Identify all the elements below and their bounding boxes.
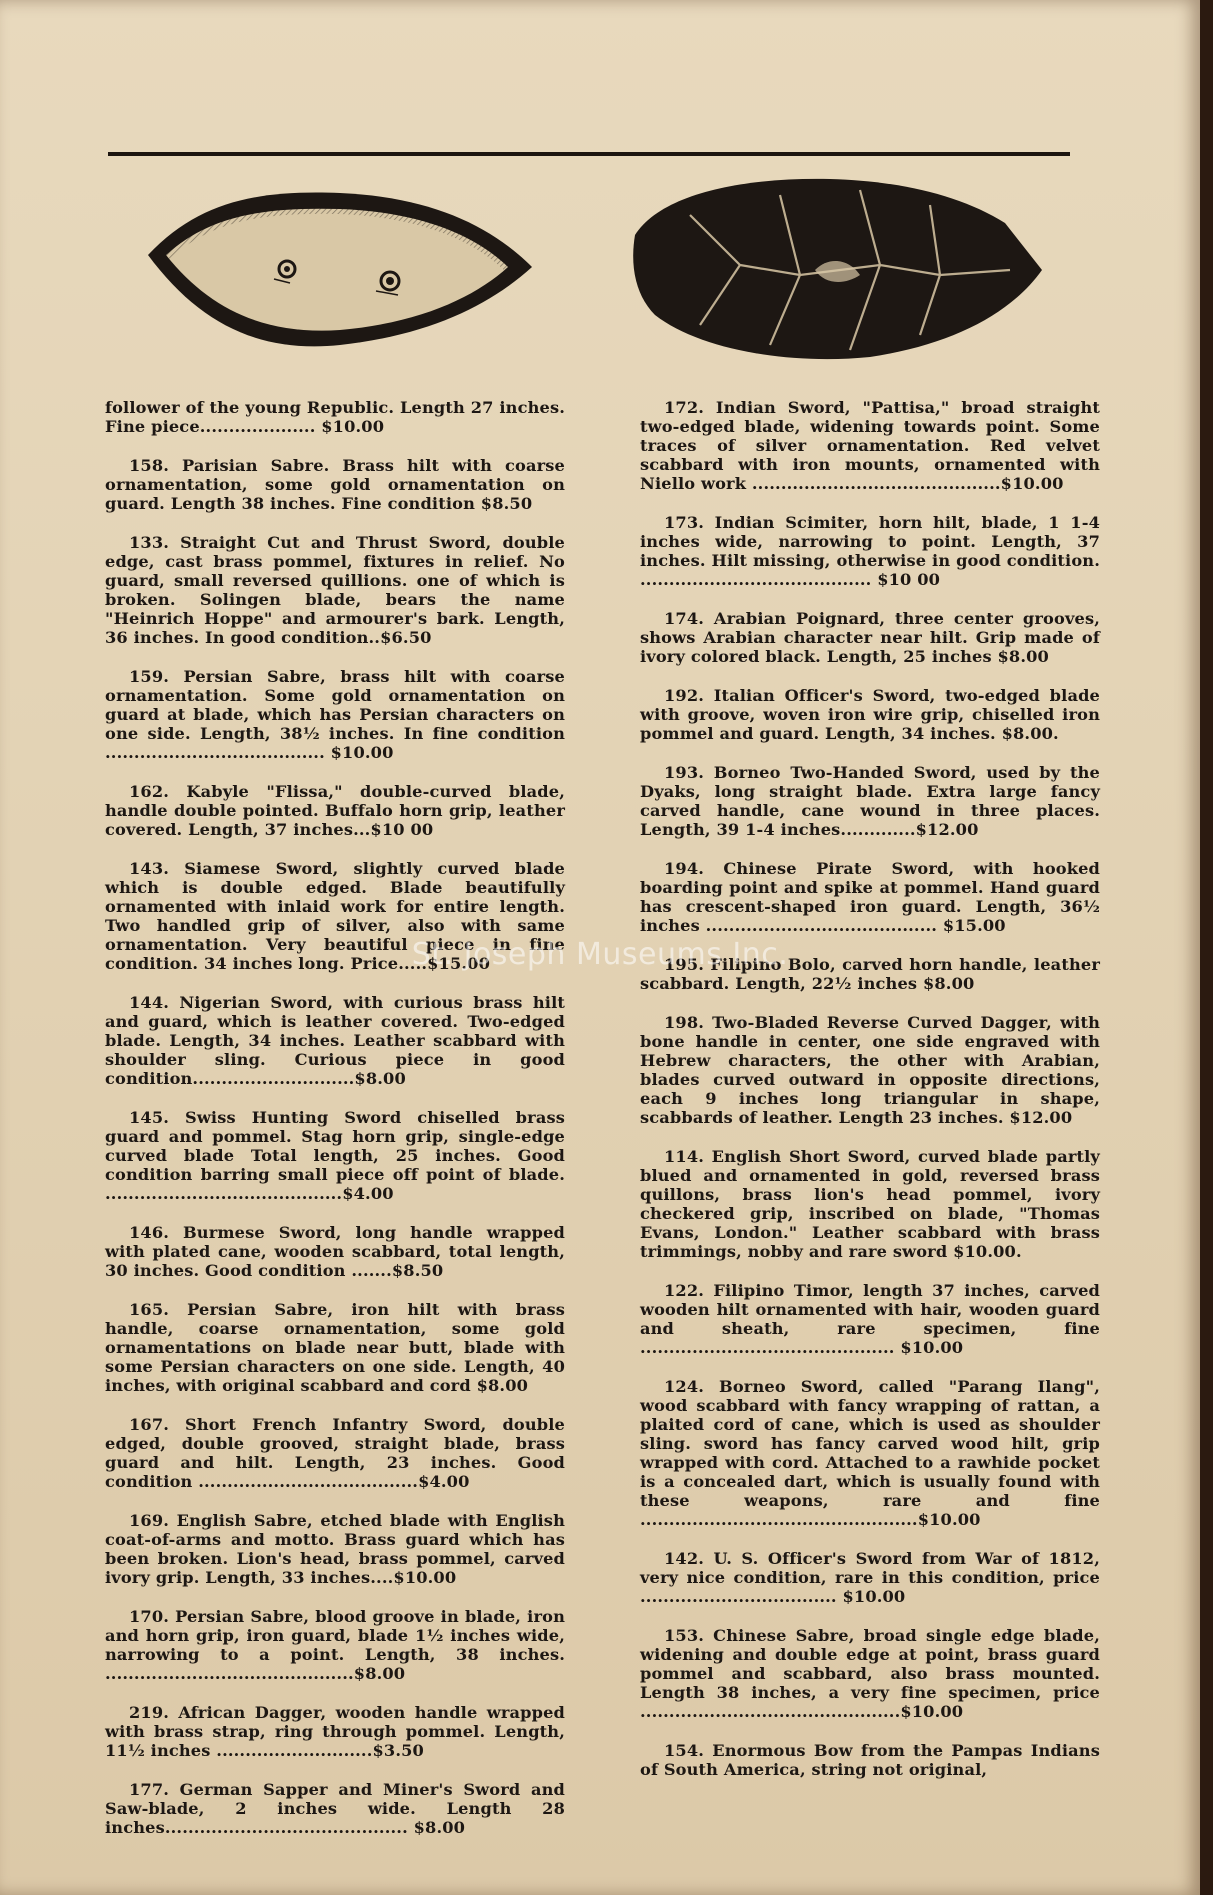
catalog-entry: 144. Nigerian Sword, with curious brass hilt and guard, which is leather covered. Two-edged blade. Length, 34 inches. Leather scabbard with shoulder sling. Curious piece in good condition............................$8.00 <box>105 993 565 1088</box>
right-column <box>640 398 1100 1799</box>
catalog-entry: follower of the young Republic. Length 27 inches. Fine piece.................... $10.00 <box>105 398 565 436</box>
catalog-entry: 114. English Short Sword, curved blade partly blued and ornamented in gold, reversed brass quillons, brass lion's head pommel, ivory checkered grip, inscribed on blade, "Thomas Evans, London." Leather scabbard with brass trimmings, nobby and rare sword $10.00. <box>640 1147 1100 1261</box>
catalog-entry: 167. Short French Infantry Sword, double edged, double grooved, straight blade, brass guard and hilt. Length, 23 inches. Good condition ......................................$4.00 <box>105 1415 565 1491</box>
stone-pendant-illustration <box>140 185 540 365</box>
catalog-entry: 154. Enormous Bow from the Pampas Indians of South America, string not original, <box>640 1741 1100 1779</box>
catalog-entry: 177. German Sapper and Miner's Sword and Saw-blade, 2 inches wide. Length 28 inches.......................................... $8.00 <box>105 1780 565 1837</box>
left-column <box>105 398 565 1857</box>
catalog-entry: 193. Borneo Two-Handed Sword, used by the Dyaks, long straight blade. Extra large fancy carved handle, cane wound in three places. Length, 39 1-4 inches.............$12.00 <box>640 763 1100 839</box>
catalog-entry: 165. Persian Sabre, iron hilt with brass handle, coarse ornamentation, some gold ornamentations on blade near butt, blade with some Persian characters on one side. Length, 40 inches, with original scabbard and cord $8.00 <box>105 1300 565 1395</box>
catalog-entry: 142. U. S. Officer's Sword from War of 1812, very nice condition, rare in this condition, price .................................. $10.00 <box>640 1549 1100 1606</box>
catalog-entry: 219. African Dagger, wooden handle wrapped with brass strap, ring through pommel. Length, 11½ inches ...........................$3.50 <box>105 1703 565 1760</box>
catalog-entry: 192. Italian Officer's Sword, two-edged blade with groove, woven iron wire grip, chiselled iron pommel and guard. Length, 34 inches. $8.00. <box>640 686 1100 743</box>
catalog-entry: 173. Indian Scimiter, horn hilt, blade, 1 1-4 inches wide, narrowing to point. Length, 37 inches. Hilt missing, otherwise in good condition. ........................................ $10 00 <box>640 513 1100 589</box>
catalog-entry: 146. Burmese Sword, long handle wrapped with plated cane, wooden scabbard, total length, 30 inches. Good condition .......$8.50 <box>105 1223 565 1280</box>
catalog-entry: 159. Persian Sabre, brass hilt with coarse ornamentation. Some gold ornamentation on guard at blade, which has Persian characters on one side. Length, 38½ inches. In fine condition ...................................... $10.00 <box>105 667 565 762</box>
header-rule <box>108 152 1070 156</box>
catalog-entry: 124. Borneo Sword, called "Parang Ilang", wood scabbard with fancy wrapping of rattan, a plaited cord of cane, which is used as shoulder sling. sword has fancy carved wood hilt, grip wrapped with cord. Attached to a rawhide pocket is a concealed dart, which is usually found with these weapons, rare and fine ................................................$10.00 <box>640 1377 1100 1529</box>
catalog-entry: 198. Two-Bladed Reverse Curved Dagger, with bone handle in center, one side engraved with Hebrew characters, the other with Arabian, blades curved outward in opposite directions, each 9 inches long triangular in shape, scabbards of leather. Length 23 inches. $12.00 <box>640 1013 1100 1127</box>
catalog-entry: 145. Swiss Hunting Sword chiselled brass guard and pommel. Stag horn grip, single-edge curved blade Total length, 25 inches. Good condition barring small piece off point of blade. .........................................$4.00 <box>105 1108 565 1203</box>
catalog-entry: 195. Filipino Bolo, carved horn handle, leather scabbard. Length, 22½ inches $8.00 <box>640 955 1100 993</box>
chipped-stone-blade-illustration <box>630 175 1050 365</box>
catalog-entry: 133. Straight Cut and Thrust Sword, double edge, cast brass pommel, fixtures in relief. No guard, small reversed quillions. one of which is broken. Solingen blade, bears the name "Heinrich Hoppe" and armourer's bark. Length, 36 inches. In good condition..$6.50 <box>105 533 565 647</box>
catalog-entry: 172. Indian Sword, "Pattisa," broad straight two-edged blade, widening towards point. Some traces of silver ornamentation. Red velvet scabbard with iron mounts, ornamented with Niello work ...........................................$10.00 <box>640 398 1100 493</box>
catalog-entry: 174. Arabian Poignard, three center grooves, shows Arabian character near hilt. Grip made of ivory colored black. Length, 25 inches $8.00 <box>640 609 1100 666</box>
catalog-entry: 170. Persian Sabre, blood groove in blade, iron and horn grip, iron guard, blade 1½ inches wide, narrowing to a point. Length, 38 inches. ...........................................$8.00 <box>105 1607 565 1683</box>
catalog-entry: 158. Parisian Sabre. Brass hilt with coarse ornamentation, some gold ornamentation on guard. Length 38 inches. Fine condition $8.50 <box>105 456 565 513</box>
catalog-entry: 122. Filipino Timor, length 37 inches, carved wooden hilt ornamented with hair, wooden guard and sheath, rare specimen, fine ............................................ $10.00 <box>640 1281 1100 1357</box>
catalog-entry: 169. English Sabre, etched blade with English coat-of-arms and motto. Brass guard which has been broken. Lion's head, brass pommel, carved ivory grip. Length, 33 inches....$10.00 <box>105 1511 565 1587</box>
watermark: St. Joseph Museums Inc. <box>411 937 789 972</box>
catalog-entry: 194. Chinese Pirate Sword, with hooked boarding point and spike at pommel. Hand guard has crescent-shaped iron guard. Length, 36½ inches ........................................ $15.00 <box>640 859 1100 935</box>
catalog-entry: 153. Chinese Sabre, broad single edge blade, widening and double edge at point, brass guard pommel and scabbard, also brass mounted. Length 38 inches, a very fine specimen, price .............................................$10.00 <box>640 1626 1100 1721</box>
catalog-entry: 162. Kabyle "Flissa," double-curved blade, handle double pointed. Buffalo horn grip, leather covered. Length, 37 inches...$10 00 <box>105 782 565 839</box>
catalog-entry: 143. Siamese Sword, slightly curved blade which is double edged. Blade beautifully ornamented with inlaid work for entire length. Two handled grip of silver, also with same ornamentation. Very beautiful piece in fine condition. 34 inches long. Price.....$15.00 <box>105 859 565 973</box>
